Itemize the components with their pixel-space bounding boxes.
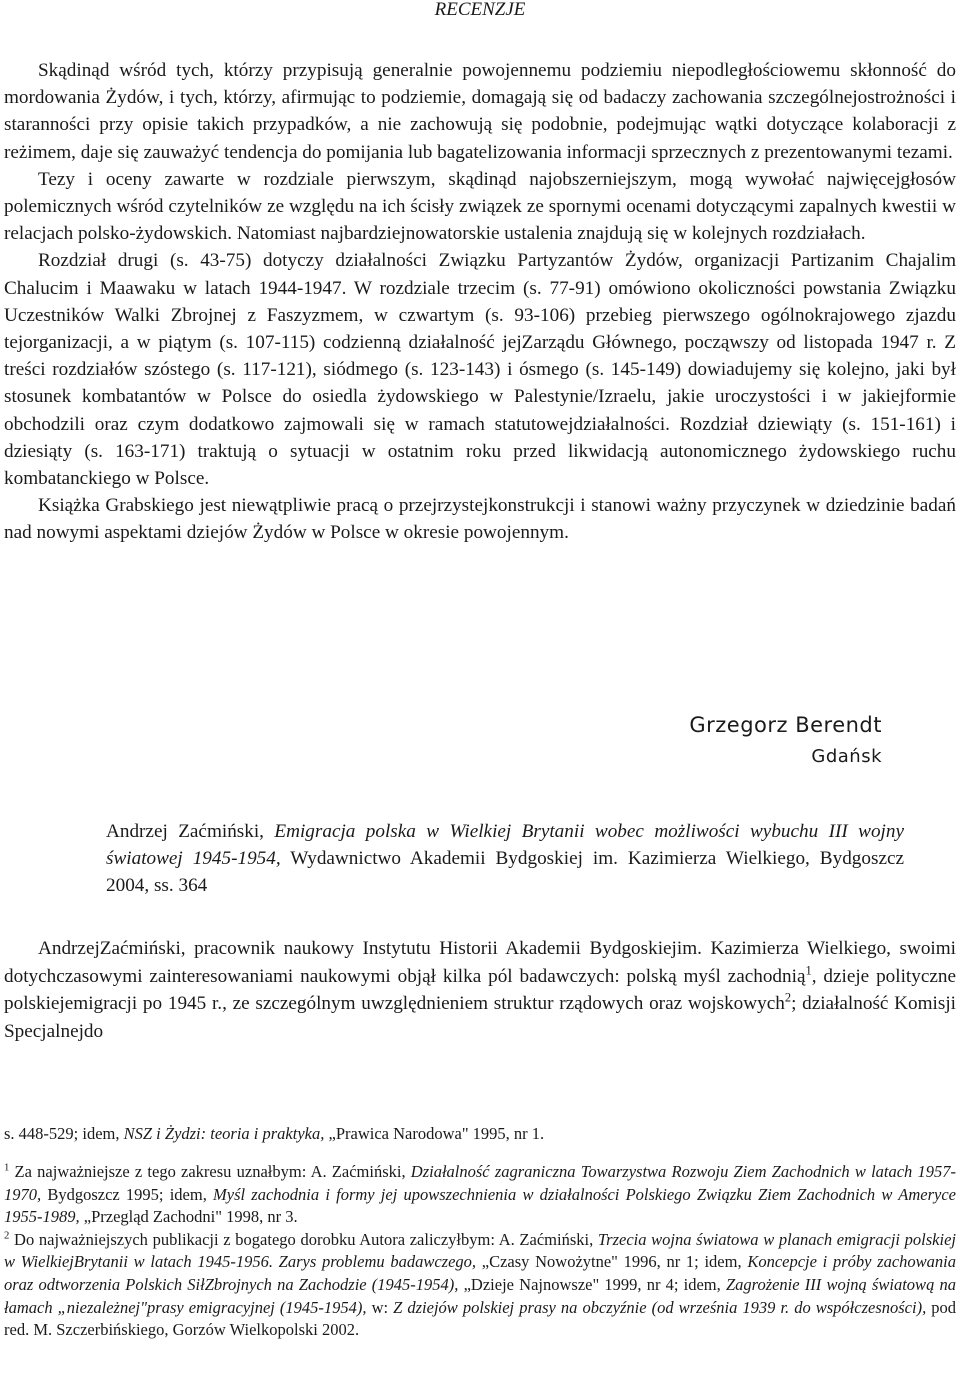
footnote-ref-1[interactable]: 1 [805,963,812,978]
paragraph-3: Rozdział drugi (s. 43-75) dotyczy działalności Związku Partyzantów Żydów, organizacji Partizanim Chajalim Chalucim i Maawaku w latach 1944-1947. W rozdziale trzecim (s. 77-91) omówiono okoliczności powstania Związku Uczestników Walki Zbrojnej z Faszyzmem, w czwartym (s. 93-106) przebieg pierwszego ogólnokrajowego zjazdu tejorganizacji, a w piątym (s. 107-115) codzienną działalność jejZarządu Głównego, począwszy od listopada 1947 r. Z treści rozdziałów szóstego (s. 117-121), siódmego (s. 123-143) i ósmego (s. 145-149) dowiadujemy się kolejno, jaki był stosunek kombatantów w Polsce do osiedla żydowskiego w Palestynie/Izraelu, jakie uroczystości i w jakiejformie obchodzili oraz czym dodatkowo zajmowali się w ramach statutowejdziałalności. Rozdział dziewiąty (s. 151-161) i dziesiąty (s. 163-171) traktują o sytuacji w ostatnim roku przed likwidacją autonomicznego żydowskiego ruchu kombatanckiego w Polsce. [4,250,956,490]
paragraph-4: Książka Grabskiego jest niewątpliwie pracą o przejrzystejkonstrukcji i stanowi ważny przyczynek w dziedzinie badań nad nowymi aspektami dziejów Żydów w Polsce w okresie powojennym. [4,495,956,544]
italic-title: Myśl zachodnia i formy jej upowszechnienia w działalności Polskiego Związku Ziem Zachodnich w Ameryce 1955-1989, [4,1184,956,1227]
book-publisher: Wydawnictwo Akademii Bydgoskiej im. Kazimierza Wielkiego, Bydgoszcz 2004, ss. 364 [106,848,904,896]
text-run: Bydgoszcz 1995; idem, [41,1184,214,1204]
review-body-text [4,57,956,547]
italic-title: Działalność zagraniczna Towarzystwa Rozwoju Ziem Zachodnich w latach 1957-1970, [4,1162,957,1204]
footnote-2 [4,1229,956,1342]
text-run: Za najważniejsze z tego zakresu uznałbym: A. Zaćmiński, [9,1162,411,1181]
text-run: , dzieje polityczne polskiejemigracji po 1945 r., ze szczególnym uwzględnieniem struktur rządowych oraz wojskowych [4,965,956,1014]
text-run: pod red. M. Szczerbińskiego, Gorzów Wielkopolski 2002. [4,1297,956,1340]
reviewer-location: Gdańsk [811,746,882,767]
text-run: „Prawica Narodowa" 1995, nr 1. [324,1124,545,1143]
running-header: RECENZJE [434,0,526,20]
second-review-text [4,935,956,1045]
text-run: „Dzieje Najnowsze" 1999, nr 4; idem, [458,1274,726,1294]
book-author: Andrzej Zaćmiński, [106,821,275,842]
footnotes [4,1161,956,1342]
reviewer-name: Grzegorz Berendt [689,713,882,737]
italic-title: Zagrożenie III wojną światową na łamach „niezależnej"prasy emigracyjnej (1945-1954), [4,1274,956,1317]
paragraph-2: Tezy i oceny zawarte w rozdziale pierwszym, skądinąd najobszerniejszym, mogą wywołać najwięcejgłosów polemicznych wśród czytelników ze względu na ich ścisły związek ze spornymi ocenami dotyczącymi zapalnych kwestii w relacjach polsko-żydowskich. Natomiast najbardziejnowatorskie ustalenia znajdują się w kolejnych rozdziałach. [4,168,956,245]
text-run: AndrzejZaćmiński, pracownik naukowy Instytutu Historii Akademii Bydgoskiejim. Kazimierza Wielkiego, swoimi dotychczasowymi zainteresowaniami naukowymi objął kilka pól badawczych: polską myśl zachodnią [4,938,956,987]
text-run: w: [366,1297,394,1317]
text-run: „Przegląd Zachodni" 1998, nr 3. [79,1207,298,1227]
paragraph-intro [4,935,956,1045]
italic-title: Z dziejów polskiej prasy na obczyźnie (od września 1939 r. do współczesności), [393,1297,927,1317]
text-run: „Czasy Nowożytne" 1996, nr 1; idem, [476,1252,748,1272]
text-run: ; działalność Komisji Specjalnejdo [4,993,956,1042]
italic-title: NSZ i Żydzi: teoria i praktyka, [123,1124,325,1143]
italic-title: Koncepcje i próby zachowania oraz odtworzenia Polskich SiłZbrojnych na Zachodzie (1945-1954), [4,1252,957,1294]
text-run: Do najważniejszych publikacji z bogatego dorobku Autora zaliczyłbym: A. Zaćmiński, [9,1229,598,1249]
italic-title: Trzecia wojna światowa w planach emigracji polskiej w WielkiejBrytanii w latach 1945-1956. Zarys problemu badawczego, [4,1229,956,1272]
footnote-number: 2 [4,1229,10,1242]
book-title: Emigracja polska w Wielkiej Brytanii wobec możliwości wybuchu III wojny światowej 1945-1954, [106,821,904,869]
footnote-continuation [4,1123,544,1145]
text-run: s. 448-529; idem, [4,1124,124,1143]
footnote-ref-2[interactable]: 2 [784,990,792,1005]
book-citation [106,818,904,899]
paragraph-1: Skądinąd wśród tych, którzy przypisują generalnie powojennemu podziemiu niepodległościowemu skłonność do mordowania Żydów, i tych, którzy, afirmując to podziemie, domagają się od badaczy zachowania szczególnejostrożności i staranności przy opisie takich przypadków, a nie zachowują się podobnie, podejmując wątki dotyczące kolaboracji z reżimem, daje się zauważyć tendencja do pomijania lub bagatelizowania informacji sprzecznych z prezentowanymi tezami. [4,60,956,163]
footnote-1 [4,1161,956,1229]
footnote-number: 1 [4,1161,10,1174]
